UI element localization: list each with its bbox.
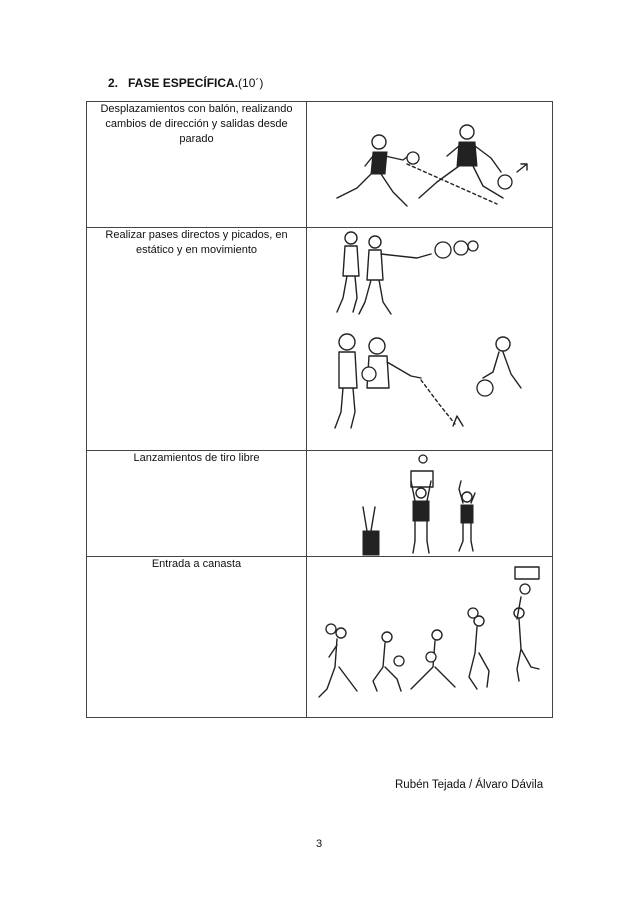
activity-description: Realizar pases directos y picados, en estático y en movimiento (87, 228, 307, 451)
activity-illustration-cell (307, 557, 553, 718)
section-heading (108, 76, 263, 90)
table-row (87, 557, 553, 718)
dribbling-players-illustration (307, 102, 552, 227)
section-title: FASE ESPECÍFICA. (128, 76, 239, 90)
table-row (87, 451, 553, 557)
activity-illustration-cell (307, 102, 553, 228)
section-number: 2. (108, 76, 119, 90)
table-row (87, 228, 553, 451)
page-number: 3 (315, 838, 323, 850)
activities-table (86, 101, 553, 718)
passing-players-illustration (307, 228, 552, 450)
table-row (87, 102, 553, 228)
section-duration: (10´) (238, 76, 264, 90)
activity-description: Lanzamientos de tiro libre (87, 451, 307, 557)
free-throw-illustration (307, 451, 552, 556)
activity-description: Entrada a canasta (87, 557, 307, 718)
activity-description: Desplazamientos con balón, realizando cambios de dirección y salidas desde parado (87, 102, 307, 228)
layup-sequence-illustration (307, 557, 552, 717)
activity-illustration-cell (307, 228, 553, 451)
activity-illustration-cell (307, 451, 553, 557)
authors-footer: Rubén Tejada / Álvaro Dávila (395, 779, 544, 791)
